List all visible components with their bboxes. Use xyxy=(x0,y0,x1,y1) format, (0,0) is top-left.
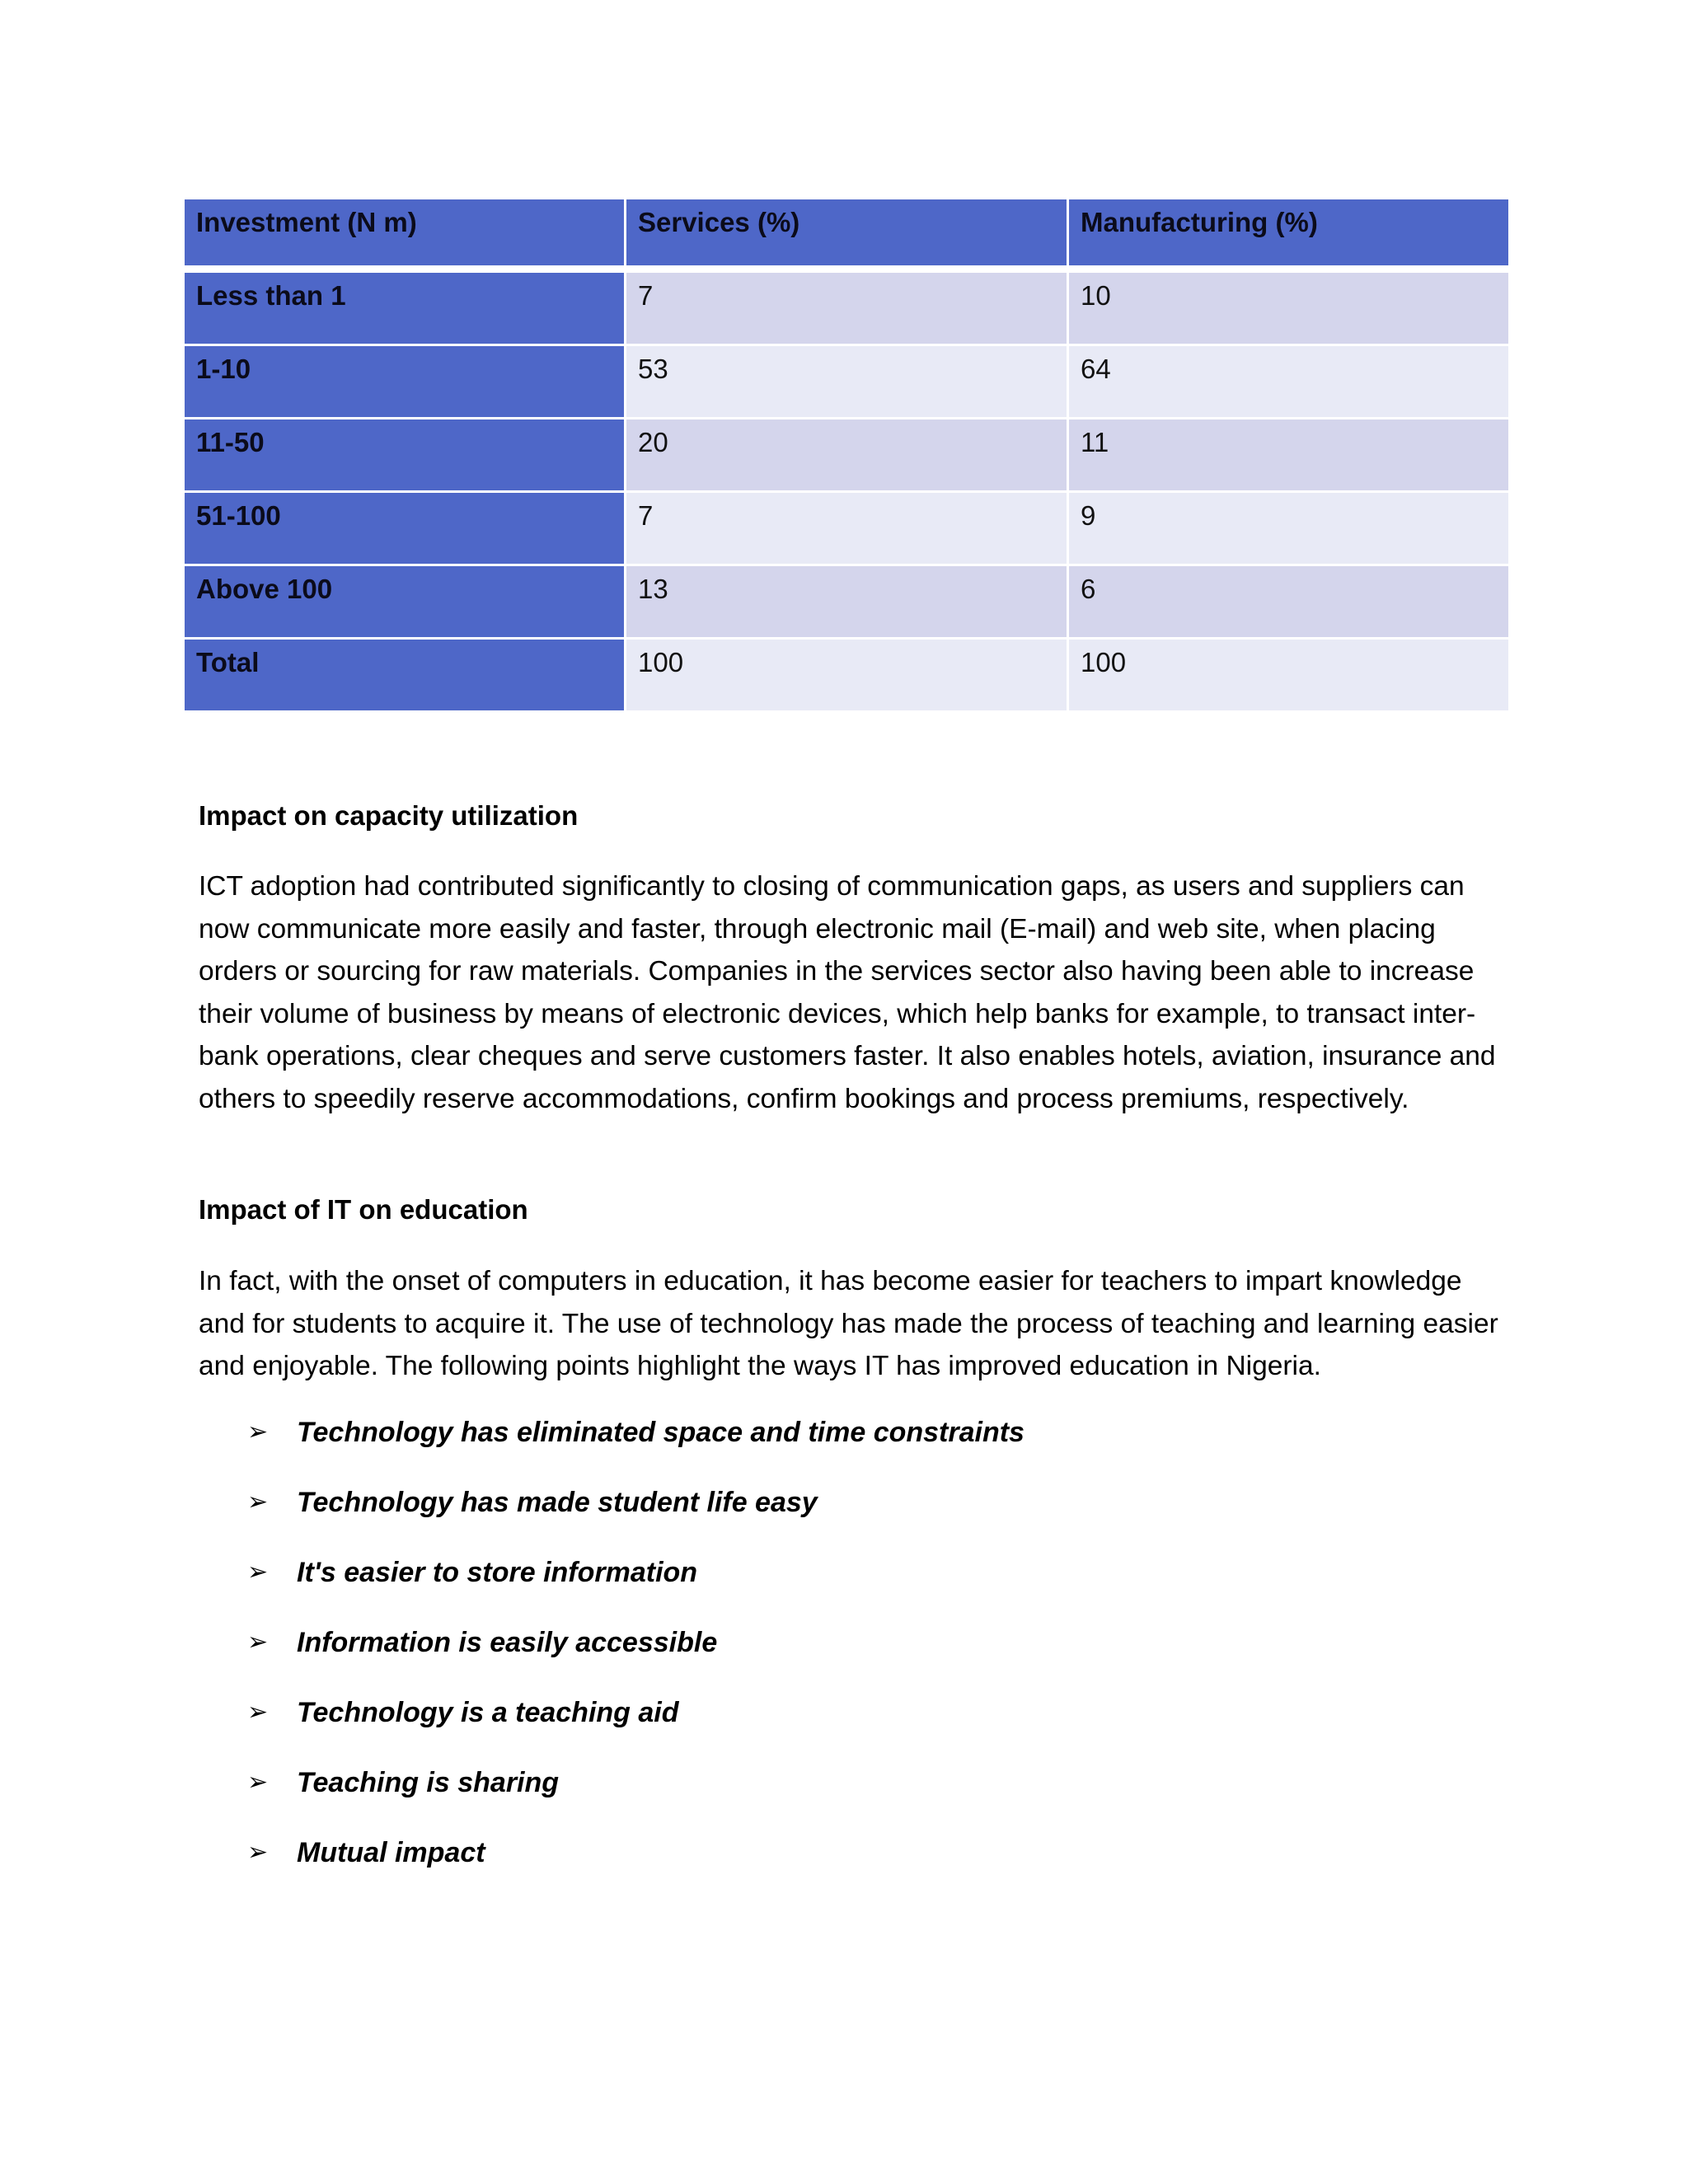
header-services: Services (%) xyxy=(626,199,1067,270)
table-row xyxy=(185,346,1508,417)
row-label: 1-10 xyxy=(185,346,624,417)
table-row xyxy=(185,566,1508,637)
services-cell: 100 xyxy=(626,640,1067,710)
services-cell: 7 xyxy=(626,493,1067,564)
list-item-text: Information is easily accessible xyxy=(297,1627,718,1658)
list-item-text: Mutual impact xyxy=(297,1837,485,1868)
arrowhead-bullet-icon: ➢ xyxy=(247,1488,269,1516)
row-label: Above 100 xyxy=(185,566,624,637)
arrowhead-bullet-icon: ➢ xyxy=(247,1838,269,1867)
list-item xyxy=(247,1414,1025,1484)
section-heading-education: Impact of IT on education xyxy=(199,1194,528,1225)
arrowhead-bullet-icon: ➢ xyxy=(247,1698,269,1727)
manufacturing-cell: 10 xyxy=(1069,273,1508,344)
list-item xyxy=(247,1624,1025,1694)
manufacturing-cell: 64 xyxy=(1069,346,1508,417)
services-cell: 20 xyxy=(626,419,1067,490)
manufacturing-cell: 11 xyxy=(1069,419,1508,490)
list-item-text: Technology is a teaching aid xyxy=(297,1697,679,1728)
list-item-text: Technology has made student life easy xyxy=(297,1487,818,1518)
list-item-text: It's easier to store information xyxy=(297,1557,698,1588)
arrowhead-bullet-icon: ➢ xyxy=(247,1418,269,1446)
table-row xyxy=(185,419,1508,490)
investment-table xyxy=(182,197,1511,713)
table-row xyxy=(185,493,1508,564)
row-label: 11-50 xyxy=(185,419,624,490)
list-item xyxy=(247,1694,1025,1765)
header-manufacturing: Manufacturing (%) xyxy=(1069,199,1508,270)
list-item xyxy=(247,1484,1025,1554)
services-cell: 7 xyxy=(626,273,1067,344)
row-label: 51-100 xyxy=(185,493,624,564)
arrowhead-bullet-icon: ➢ xyxy=(247,1628,269,1657)
services-cell: 13 xyxy=(626,566,1067,637)
arrowhead-bullet-icon: ➢ xyxy=(247,1558,269,1586)
manufacturing-cell: 6 xyxy=(1069,566,1508,637)
list-item-text: Teaching is sharing xyxy=(297,1767,560,1798)
table-row xyxy=(185,640,1508,710)
manufacturing-cell: 9 xyxy=(1069,493,1508,564)
list-item xyxy=(247,1554,1025,1624)
paragraph-education: In fact, with the onset of computers in education, it has become easier for teachers to impart knowledge and for students to acquire it. The use of technology has made the process of teaching and learning easier and enjoyable. The following points highlight the ways IT has improved education in Nigeria. xyxy=(199,1266,1498,1381)
services-cell: 53 xyxy=(626,346,1067,417)
education-bullet-list xyxy=(247,1414,1025,1905)
manufacturing-cell: 100 xyxy=(1069,640,1508,710)
row-label: Total xyxy=(185,640,624,710)
list-item-text: Technology has eliminated space and time constraints xyxy=(297,1417,1025,1448)
table-row xyxy=(185,273,1508,344)
row-label: Less than 1 xyxy=(185,273,624,344)
list-item xyxy=(247,1835,1025,1905)
table-header-row xyxy=(185,199,1508,270)
section-heading-capacity: Impact on capacity utilization xyxy=(199,800,579,831)
header-investment: Investment (N m) xyxy=(185,199,624,270)
list-item xyxy=(247,1765,1025,1835)
arrowhead-bullet-icon: ➢ xyxy=(247,1768,269,1797)
paragraph-capacity: ICT adoption had contributed significantly to closing of communication gaps, as users and suppliers can now communicate more easily and faster, through electronic mail (E-mail) and web site, when placing orders or sourcing for raw materials. Companies in the services sector also having been able to increase their volume of business by means of electronic devices, which help banks for example, to transact inter-bank operations, clear cheques and serve customers faster. It also enables hotels, aviation, insurance and others to speedily reserve accommodations, confirm bookings and process premiums, respectively. xyxy=(199,871,1496,1114)
